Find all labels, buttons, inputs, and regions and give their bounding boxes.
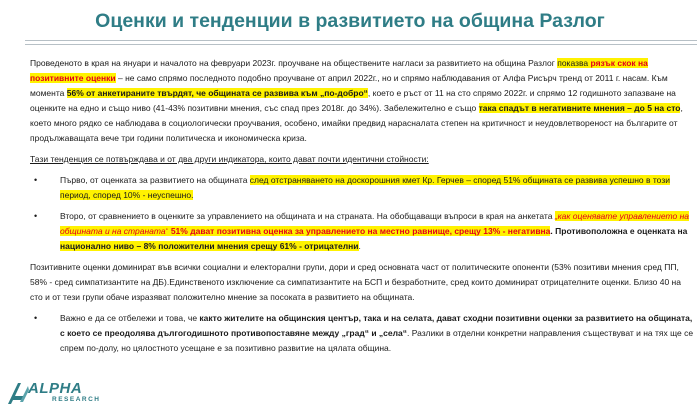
highlight-56-percent: 56% от анкетираните твърдят, че общината се развива към „по-добро“ — [66, 88, 368, 98]
bullet-icon: • — [34, 313, 38, 323]
logo-name: ALPHA — [28, 380, 83, 397]
title-divider-top — [25, 40, 697, 41]
bullet-icon: • — [34, 211, 38, 221]
alpha-research-logo — [6, 380, 136, 406]
page-title: Оценки и тенденции в развитието на община Разлог — [95, 10, 605, 32]
paragraph-intro: Проведеното в края на януари и началото на февруари 2023г. проучване на обществените нагласи за развитието на община Разлог показва рязък скок на позитивните оценки – не само спрямо последното подобно проучване от април 2022г., но и спрямо наблюдавания от Алфа Рисърч тренд от 2011 г. насам. Към момента 56% от анкетираните твърдят, че общината се развива към „по-добро“, което е ръст от 11 на сто спрямо 2022г. и спрямо 12 годишното запазване на оценките на едно и също ниво (41-43% позитивни мнения, със спад през 2018г. до 34%). Забележително е също така спадът в негативните мнения – до 5 на сто, което много рядко се наблюдава в социологически проучвания, особено, имайки предвид нарасналата степен на критичност и неудовлетвореност на българите от продължаващата вече три години политическа и икономическа криза. — [30, 58, 683, 143]
content-body — [30, 56, 694, 356]
paragraph-groups: Позитивните оценки доминират във всички социални и електорални групи, дори и сред основната част от политическите опоненти (53% позитиви мнения сред ПП, 58% - сред симпатизантите на ДБ).Единственото изключение са симпатизантите на БСП и безработните, сред които доминират отрицателните оценки. Близо 40 на сто и от тези групи обаче изразяват положително мнение за посоката в развитието на общината. — [30, 262, 681, 302]
bullet-first: • Първо, от оценката за развитието на общината след отстраняването на доскорошния кмет Кр. Герчев – според 51% общината се развива успешно в този период, според 10% - неуспешно. — [34, 175, 670, 200]
title-divider-bottom — [25, 44, 697, 45]
logo-subtitle: RESEARCH — [52, 396, 101, 403]
highlight-sharp-increase: рязък скок на позитивните оценки — [30, 58, 648, 83]
bullet-second: • Второ, от сравнението в оценките за управлението на общината и на страната. На обобщаващи въпроси в края на анкетата „как оценявате управлението на общината и на страната“ 51% дават позитивна оценка за управлението на местно равнище, срещу 13% - негативна. Противоположна е оценката на национално ниво – 8% положителни мнения срещу 61% - отрицателни. — [34, 211, 690, 251]
bullet-icon: • — [34, 175, 38, 185]
paragraph-indicators: Тази тенденция се потвърждава и от два други индикатора, които дават почти идентични стойности: — [30, 154, 429, 164]
bullet-third: • Важно е да се отбележи и това, че както жителите на общинския център, така и на селата, дават сходни позитивни оценки за развитието на общината, с което се преодолява дългогодишното противопоставяне между „град“ и „села“. Разлики в отделни конкретни направления съществуват и на тях ще се спрем по-долу, но цялостното усещане е за позитивно развитие на цялата община. — [34, 313, 694, 353]
alpha-logo-icon — [6, 380, 30, 406]
highlight-negative-drop: така спадът в негативните мнения – до 5 на сто — [478, 103, 681, 113]
